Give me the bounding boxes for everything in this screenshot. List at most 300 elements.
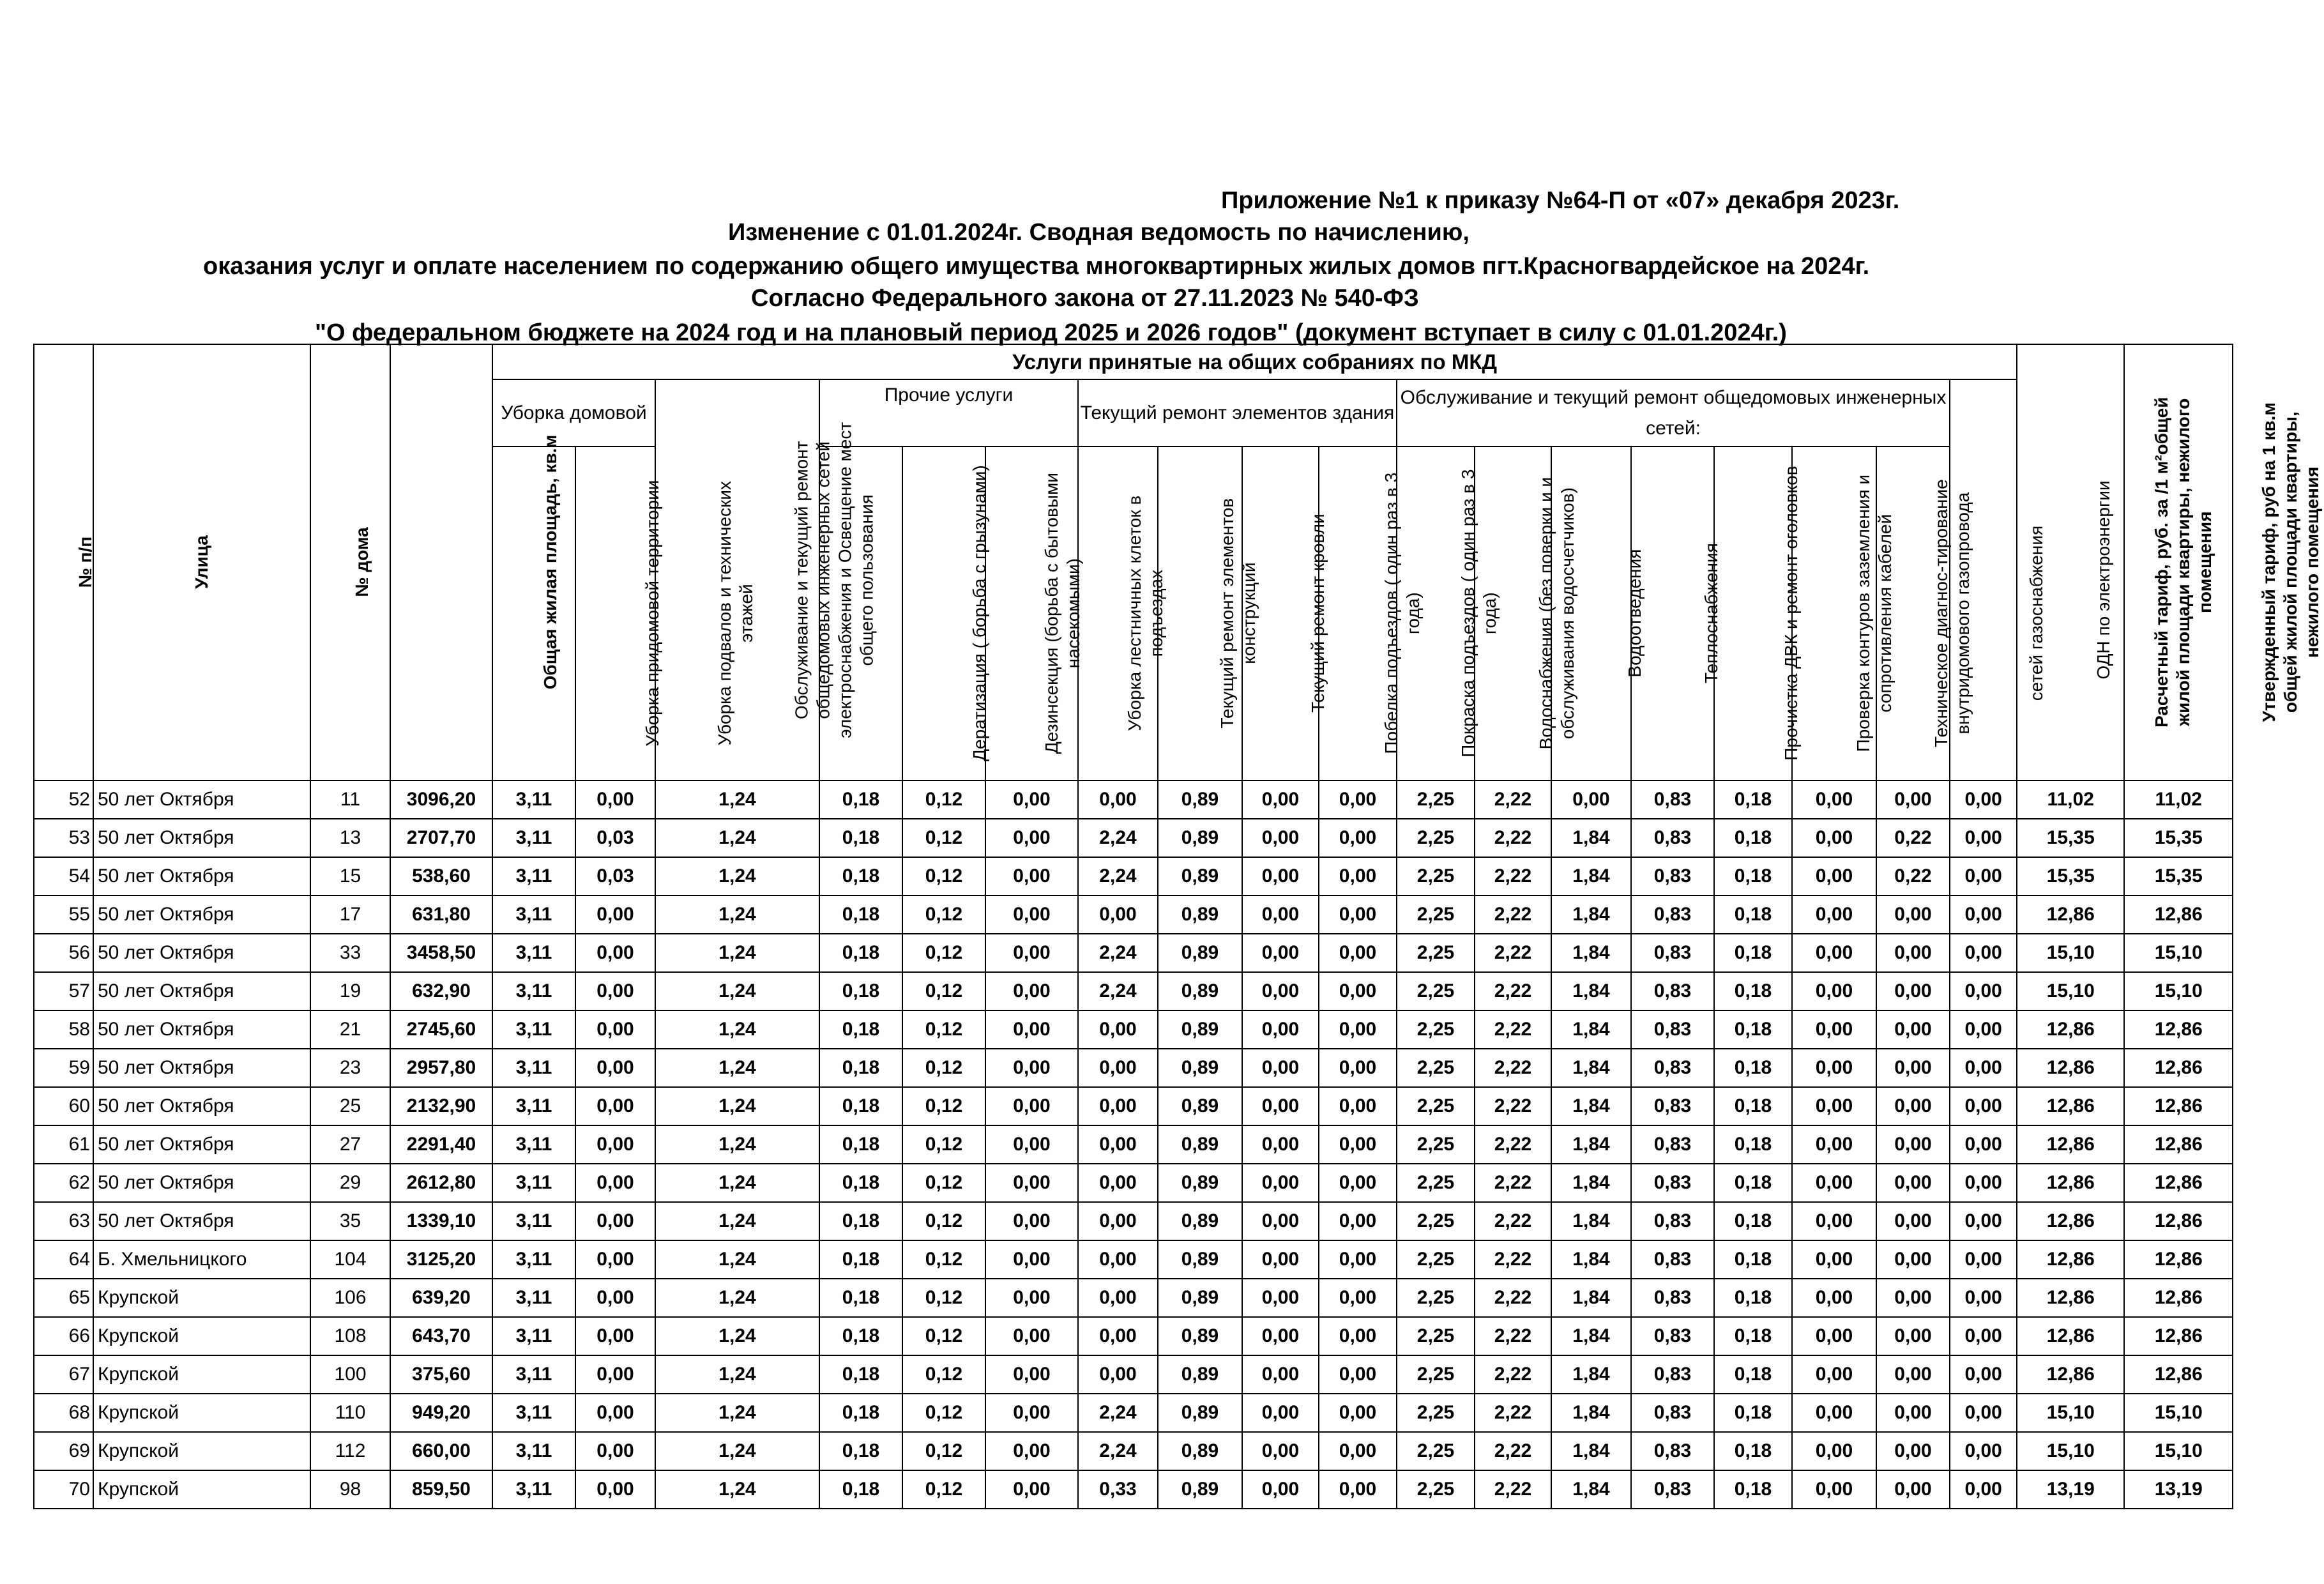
col-approved-tariff-header: Утвержденный тариф, руб на 1 кв.м общей жилой площади квартиры, нежилого помещения [2124,344,2233,781]
repair-roof-cell: 0,89 [1158,1010,1242,1049]
disinsection-cell: 0,12 [902,1279,985,1317]
sewerage-cell: 2,22 [1475,819,1551,857]
gas-diagnostics-cell: 0,00 [1792,819,1876,857]
row-number-cell: 61 [34,1125,93,1164]
repair-structures-cell: 0,00 [1078,1279,1158,1317]
odn-electricity-cell: 0,00 [1950,1470,2017,1509]
area-cell: 3096,20 [390,781,492,819]
odn-electricity-cell: 0,00 [1950,895,2017,934]
approved-tariff-cell: 12,86 [2124,1355,2233,1394]
odn-electricity-cell: 0,00 [1950,1394,2017,1432]
approved-tariff-cell: 12,86 [2124,1125,2233,1164]
approved-tariff-cell: 12,86 [2124,1087,2233,1125]
cleaning-basement-cell: 0,00 [575,934,655,972]
calc-tariff-cell: 12,86 [2017,1279,2124,1317]
water-supply-cell: 2,25 [1397,1279,1475,1317]
approved-tariff-cell: 11,02 [2124,781,2233,819]
odn-electricity-cell: 0,00 [1950,1087,2017,1125]
deratization-cell: 0,18 [819,1125,902,1164]
sewerage-cell: 2,22 [1475,1164,1551,1202]
gas-diagnostics-cell: 0,00 [1792,1240,1876,1279]
water-supply-cell: 2,25 [1397,972,1475,1010]
deratization-cell: 0,18 [819,1279,902,1317]
area-cell: 2707,70 [390,819,492,857]
repair-structures-cell: 0,00 [1078,1355,1158,1394]
electric-cell: 1,24 [655,1470,819,1509]
painting-cell: 0,00 [1319,819,1397,857]
house-number-cell: 98 [310,1470,390,1509]
deratization-cell: 0,18 [819,1317,902,1355]
electric-cell: 1,24 [655,857,819,895]
table-row [34,1049,2233,1087]
odn-electricity-cell: 0,00 [1950,1317,2017,1355]
disinsection-cell: 0,12 [902,1164,985,1202]
chimney-cleaning-cell: 0,83 [1631,1279,1714,1317]
street-cell: Крупской [93,1470,310,1509]
repair-structures-cell: 0,00 [1078,1164,1158,1202]
disinsection-cell: 0,12 [902,1202,985,1240]
disinsection-cell: 0,12 [902,1010,985,1049]
repair-roof-cell: 0,89 [1158,1240,1242,1279]
repair-roof-cell: 0,89 [1158,1317,1242,1355]
deratization-cell: 0,18 [819,1240,902,1279]
cleaning-basement-cell: 0,00 [575,1317,655,1355]
painting-cell: 0,00 [1319,1240,1397,1279]
odn-electricity-cell: 0,00 [1950,1010,2017,1049]
repair-structures-cell: 0,00 [1078,781,1158,819]
gas-networks-cell: 0,00 [1876,1164,1950,1202]
approved-tariff-cell: 12,86 [2124,1240,2233,1279]
stairs-cleaning-cell: 0,00 [985,1355,1078,1394]
water-supply-cell: 2,25 [1397,1010,1475,1049]
area-cell: 1339,10 [390,1202,492,1240]
street-cell: 50 лет Октября [93,1202,310,1240]
disinsection-cell: 0,12 [902,1049,985,1087]
painting-cell: 0,00 [1319,1317,1397,1355]
sewerage-cell: 2,22 [1475,1317,1551,1355]
house-number-cell: 35 [310,1202,390,1240]
table-row [34,781,2233,819]
gas-diagnostics-cell: 0,00 [1792,857,1876,895]
street-cell: 50 лет Октября [93,1010,310,1049]
heating-cell: 1,84 [1551,1394,1631,1432]
calc-tariff-cell: 12,86 [2017,1355,2124,1394]
grounding-check-cell: 0,18 [1714,1125,1792,1164]
calc-tariff-cell: 12,86 [2017,1049,2124,1087]
area-cell: 2291,40 [390,1125,492,1164]
area-cell: 643,70 [390,1317,492,1355]
approved-tariff-cell: 15,10 [2124,934,2233,972]
street-cell: Крупской [93,1394,310,1432]
electric-cell: 1,24 [655,1087,819,1125]
gas-diagnostics-cell: 0,00 [1792,1317,1876,1355]
painting-cell: 0,00 [1319,1087,1397,1125]
whitewash-cell: 0,00 [1242,1202,1319,1240]
approved-tariff-cell: 12,86 [2124,1049,2233,1087]
disinsection-cell: 0,12 [902,1317,985,1355]
approved-tariff-cell: 13,19 [2124,1470,2233,1509]
repair-structures-cell: 2,24 [1078,819,1158,857]
disinsection-cell: 0,12 [902,1240,985,1279]
repair-roof-cell: 0,89 [1158,1087,1242,1125]
whitewash-cell: 0,00 [1242,1240,1319,1279]
tariff-table [33,344,2323,1509]
street-cell: 50 лет Октября [93,1049,310,1087]
approved-tariff-cell: 15,10 [2124,1394,2233,1432]
electric-cell: 1,24 [655,1432,819,1470]
other-group-header: Прочие услуги [819,379,1078,446]
grounding-check-cell: 0,18 [1714,819,1792,857]
cleaning-basement-cell: 0,00 [575,1279,655,1317]
street-cell: 50 лет Октября [93,972,310,1010]
odn-electricity-cell: 0,00 [1950,1049,2017,1087]
sewerage-cell: 2,22 [1475,1125,1551,1164]
electric-cell: 1,24 [655,781,819,819]
cleaning-yard-cell: 3,11 [492,1049,575,1087]
repair-roof-cell: 0,89 [1158,1049,1242,1087]
col-chimney-header: Прочистка ДВК и ремонт оголовков [1631,446,1714,781]
heating-cell: 0,00 [1551,781,1631,819]
table-row [34,1240,2233,1279]
gas-networks-cell: 0,00 [1876,1317,1950,1355]
col-heating-header: Теплоснабжения [1551,446,1631,781]
cleaning-yard-cell: 3,11 [492,1202,575,1240]
col-area-header: Общая жилая площадь, кв.м [390,344,492,781]
gas-diagnostics-cell: 0,00 [1792,1355,1876,1394]
calc-tariff-cell: 13,19 [2017,1470,2124,1509]
gas-networks-cell: 0,22 [1876,857,1950,895]
chimney-cleaning-cell: 0,83 [1631,781,1714,819]
repair-roof-cell: 0,89 [1158,1394,1242,1432]
sewerage-cell: 2,22 [1475,1202,1551,1240]
electric-cell: 1,24 [655,934,819,972]
cleaning-basement-cell: 0,03 [575,819,655,857]
disinsection-cell: 0,12 [902,934,985,972]
calc-tariff-cell: 12,86 [2017,1164,2124,1202]
stairs-cleaning-cell: 0,00 [985,1470,1078,1509]
gas-diagnostics-cell: 0,00 [1792,934,1876,972]
painting-cell: 0,00 [1319,857,1397,895]
table-row [34,895,2233,934]
whitewash-cell: 0,00 [1242,1470,1319,1509]
col-cleaning-basement-header: Уборка подвалов и технических этажей [575,446,655,781]
odn-electricity-cell: 0,00 [1950,1279,2017,1317]
gas-diagnostics-cell: 0,00 [1792,895,1876,934]
approved-tariff-cell: 12,86 [2124,895,2233,934]
repair-structures-cell: 2,24 [1078,1432,1158,1470]
deratization-cell: 0,18 [819,1470,902,1509]
grounding-check-cell: 0,18 [1714,1202,1792,1240]
house-number-cell: 23 [310,1049,390,1087]
area-cell: 949,20 [390,1394,492,1432]
house-number-cell: 100 [310,1355,390,1394]
approved-tariff-cell: 12,86 [2124,1279,2233,1317]
street-cell: 50 лет Октября [93,1125,310,1164]
water-supply-cell: 2,25 [1397,1355,1475,1394]
disinsection-cell: 0,12 [902,895,985,934]
water-supply-cell: 2,25 [1397,1202,1475,1240]
deratization-cell: 0,18 [819,1164,902,1202]
stairs-cleaning-cell: 0,00 [985,1240,1078,1279]
grounding-check-cell: 0,18 [1714,1432,1792,1470]
repair-roof-cell: 0,89 [1158,1164,1242,1202]
law-reference: Согласно Федерального закона от 27.11.2023 № 540-ФЗ [751,285,1419,312]
electric-cell: 1,24 [655,819,819,857]
col-street-header: Улица [93,344,310,781]
area-cell: 375,60 [390,1355,492,1394]
gas-networks-cell: 0,00 [1876,1240,1950,1279]
whitewash-cell: 0,00 [1242,1010,1319,1049]
cleaning-basement-cell: 0,03 [575,857,655,895]
gas-diagnostics-cell: 0,00 [1792,1432,1876,1470]
gas-diagnostics-cell: 0,00 [1792,972,1876,1010]
disinsection-cell: 0,12 [902,972,985,1010]
approved-tariff-cell: 12,86 [2124,1202,2233,1240]
area-cell: 2612,80 [390,1164,492,1202]
cleaning-basement-cell: 0,00 [575,1087,655,1125]
repair-structures-cell: 2,24 [1078,934,1158,972]
cleaning-yard-cell: 3,11 [492,1010,575,1049]
street-cell: 50 лет Октября [93,1087,310,1125]
table-row [34,1010,2233,1049]
area-cell: 631,80 [390,895,492,934]
heating-cell: 1,84 [1551,1355,1631,1394]
row-number-cell: 65 [34,1279,93,1317]
repair-roof-cell: 0,89 [1158,819,1242,857]
electric-cell: 1,24 [655,1164,819,1202]
table-row [34,972,2233,1010]
house-number-cell: 112 [310,1432,390,1470]
disinsection-cell: 0,12 [902,857,985,895]
disinsection-cell: 0,12 [902,781,985,819]
whitewash-cell: 0,00 [1242,1125,1319,1164]
table-row [34,1125,2233,1164]
water-supply-cell: 2,25 [1397,1087,1475,1125]
chimney-cleaning-cell: 0,83 [1631,1355,1714,1394]
col-cleaning-yard-header: Уборка придомовой территории [492,446,575,781]
calc-tariff-cell: 15,35 [2017,819,2124,857]
odn-electricity-cell: 0,00 [1950,1355,2017,1394]
gas-diagnostics-cell: 0,00 [1792,1125,1876,1164]
repair-structures-cell: 0,00 [1078,1049,1158,1087]
electric-cell: 1,24 [655,1049,819,1087]
sewerage-cell: 2,22 [1475,1240,1551,1279]
row-number-cell: 64 [34,1240,93,1279]
gas-diagnostics-cell: 0,00 [1792,1049,1876,1087]
calc-tariff-cell: 15,10 [2017,1432,2124,1470]
heating-cell: 1,84 [1551,819,1631,857]
street-cell: 50 лет Октября [93,934,310,972]
water-supply-cell: 2,25 [1397,1049,1475,1087]
heating-cell: 1,84 [1551,1432,1631,1470]
stairs-cleaning-cell: 0,00 [985,895,1078,934]
gas-networks-cell: 0,00 [1876,934,1950,972]
grounding-check-cell: 0,18 [1714,1470,1792,1509]
row-number-cell: 70 [34,1470,93,1509]
stairs-cleaning-cell: 0,00 [985,1087,1078,1125]
cleaning-yard-cell: 3,11 [492,1470,575,1509]
chimney-cleaning-cell: 0,83 [1631,1317,1714,1355]
heating-cell: 1,84 [1551,1164,1631,1202]
calc-tariff-cell: 15,10 [2017,1394,2124,1432]
odn-electricity-cell: 0,00 [1950,1240,2017,1279]
water-supply-cell: 2,25 [1397,857,1475,895]
gas-networks-cell: 0,00 [1876,1394,1950,1432]
disinsection-cell: 0,12 [902,819,985,857]
electric-cell: 1,24 [655,1317,819,1355]
cleaning-basement-cell: 0,00 [575,972,655,1010]
house-number-cell: 15 [310,857,390,895]
row-number-cell: 66 [34,1317,93,1355]
repair-structures-cell: 0,33 [1078,1470,1158,1509]
house-number-cell: 17 [310,895,390,934]
grounding-check-cell: 0,18 [1714,934,1792,972]
stairs-cleaning-cell: 0,00 [985,781,1078,819]
cleaning-yard-cell: 3,11 [492,934,575,972]
cleaning-basement-cell: 0,00 [575,1010,655,1049]
painting-cell: 0,00 [1319,1049,1397,1087]
cleaning-basement-cell: 0,00 [575,1470,655,1509]
calc-tariff-cell: 12,86 [2017,1317,2124,1355]
painting-cell: 0,00 [1319,1394,1397,1432]
repair-roof-cell: 0,89 [1158,1202,1242,1240]
grounding-check-cell: 0,18 [1714,895,1792,934]
repair-roof-cell: 0,89 [1158,1355,1242,1394]
cleaning-yard-cell: 3,11 [492,972,575,1010]
cleaning-yard-cell: 3,11 [492,1164,575,1202]
area-cell: 538,60 [390,857,492,895]
painting-cell: 0,00 [1319,1010,1397,1049]
odn-electricity-cell: 0,00 [1950,1202,2017,1240]
chimney-cleaning-cell: 0,83 [1631,819,1714,857]
approved-tariff-cell: 12,86 [2124,1317,2233,1355]
street-cell: Крупской [93,1432,310,1470]
grounding-check-cell: 0,18 [1714,857,1792,895]
summary-title: оказания услуг и оплате населением по содержанию общего имущества многоквартирных жилых домов пгт.Красногвардейское на 2024г. [203,253,1870,280]
cleaning-yard-cell: 3,11 [492,1394,575,1432]
whitewash-cell: 0,00 [1242,819,1319,857]
electric-cell: 1,24 [655,1355,819,1394]
sewerage-cell: 2,22 [1475,1394,1551,1432]
whitewash-cell: 0,00 [1242,1355,1319,1394]
col-electric-header: Обслуживание и текущий ремонт общедомовых инженерных сетей электроснабжения и Освещение мест общего пользования [655,379,819,781]
heating-cell: 1,84 [1551,1240,1631,1279]
cleaning-basement-cell: 0,00 [575,1049,655,1087]
whitewash-cell: 0,00 [1242,781,1319,819]
painting-cell: 0,00 [1319,934,1397,972]
approved-tariff-cell: 15,10 [2124,972,2233,1010]
area-cell: 2957,80 [390,1049,492,1087]
disinsection-cell: 0,12 [902,1470,985,1509]
calc-tariff-cell: 12,86 [2017,1010,2124,1049]
gas-networks-cell: 0,00 [1876,1355,1950,1394]
chimney-cleaning-cell: 0,83 [1631,895,1714,934]
table-row [34,1087,2233,1125]
electric-cell: 1,24 [655,1202,819,1240]
gas-networks-cell: 0,00 [1876,1049,1950,1087]
house-number-cell: 27 [310,1125,390,1164]
col-water-header: Водоснабжения (без поверки и и обслуживания водосчетчиков) [1397,446,1475,781]
table-row [34,1394,2233,1432]
row-number-cell: 55 [34,895,93,934]
cleaning-basement-cell: 0,00 [575,781,655,819]
chimney-cleaning-cell: 0,83 [1631,1202,1714,1240]
water-supply-cell: 2,25 [1397,895,1475,934]
street-cell: Крупской [93,1355,310,1394]
area-cell: 639,20 [390,1279,492,1317]
deratization-cell: 0,18 [819,819,902,857]
repair-structures-cell: 0,00 [1078,1317,1158,1355]
disinsection-cell: 0,12 [902,1355,985,1394]
house-number-cell: 33 [310,934,390,972]
deratization-cell: 0,18 [819,1087,902,1125]
row-number-cell: 63 [34,1202,93,1240]
area-cell: 2132,90 [390,1087,492,1125]
row-number-cell: 57 [34,972,93,1010]
repair-roof-cell: 0,89 [1158,1432,1242,1470]
house-number-cell: 25 [310,1087,390,1125]
col-stairs-header: Уборка лестничных клеток в подъездах [985,446,1078,781]
cleaning-yard-cell: 3,11 [492,1087,575,1125]
approved-tariff-cell: 15,35 [2124,819,2233,857]
stairs-cleaning-cell: 0,00 [985,857,1078,895]
grounding-check-cell: 0,18 [1714,1010,1792,1049]
heating-cell: 1,84 [1551,857,1631,895]
gas-networks-cell: 0,00 [1876,1010,1950,1049]
col-odn-header: ОДН по электроэнергии [1950,379,2017,781]
repair-structures-cell: 0,00 [1078,1240,1158,1279]
col-deratization-header: Дератизация ( борьба с грызунами) [819,446,902,781]
repair-structures-cell: 0,00 [1078,895,1158,934]
house-number-cell: 13 [310,819,390,857]
cleaning-yard-cell: 3,11 [492,1355,575,1394]
change-line: Изменение с 01.01.2024г. Сводная ведомость по начислению, [728,219,1470,246]
odn-electricity-cell: 0,00 [1950,857,2017,895]
heating-cell: 1,84 [1551,934,1631,972]
heating-cell: 1,84 [1551,1279,1631,1317]
row-number-cell: 67 [34,1355,93,1394]
street-cell: 50 лет Октября [93,1164,310,1202]
stairs-cleaning-cell: 0,00 [985,972,1078,1010]
water-supply-cell: 2,25 [1397,1125,1475,1164]
street-cell: 50 лет Октября [93,895,310,934]
cleaning-basement-cell: 0,00 [575,895,655,934]
cleaning-basement-cell: 0,00 [575,1164,655,1202]
row-number-cell: 60 [34,1087,93,1125]
electric-cell: 1,24 [655,1125,819,1164]
whitewash-cell: 0,00 [1242,1432,1319,1470]
painting-cell: 0,00 [1319,895,1397,934]
electric-cell: 1,24 [655,1279,819,1317]
gas-networks-cell: 0,00 [1876,895,1950,934]
gas-diagnostics-cell: 0,00 [1792,1394,1876,1432]
repair-structures-cell: 0,00 [1078,1087,1158,1125]
sewerage-cell: 2,22 [1475,895,1551,934]
chimney-cleaning-cell: 0,83 [1631,1087,1714,1125]
cleaning-yard-cell: 3,11 [492,857,575,895]
odn-electricity-cell: 0,00 [1950,1164,2017,1202]
sewerage-cell: 2,22 [1475,781,1551,819]
gas-diagnostics-cell: 0,00 [1792,1279,1876,1317]
chimney-cleaning-cell: 0,83 [1631,1470,1714,1509]
cleaning-yard-cell: 3,11 [492,1240,575,1279]
stairs-cleaning-cell: 0,00 [985,1202,1078,1240]
water-supply-cell: 2,25 [1397,1164,1475,1202]
stairs-cleaning-cell: 0,00 [985,1010,1078,1049]
street-cell: Б. Хмельницкого [93,1240,310,1279]
electric-cell: 1,24 [655,895,819,934]
cleaning-basement-cell: 0,00 [575,1202,655,1240]
